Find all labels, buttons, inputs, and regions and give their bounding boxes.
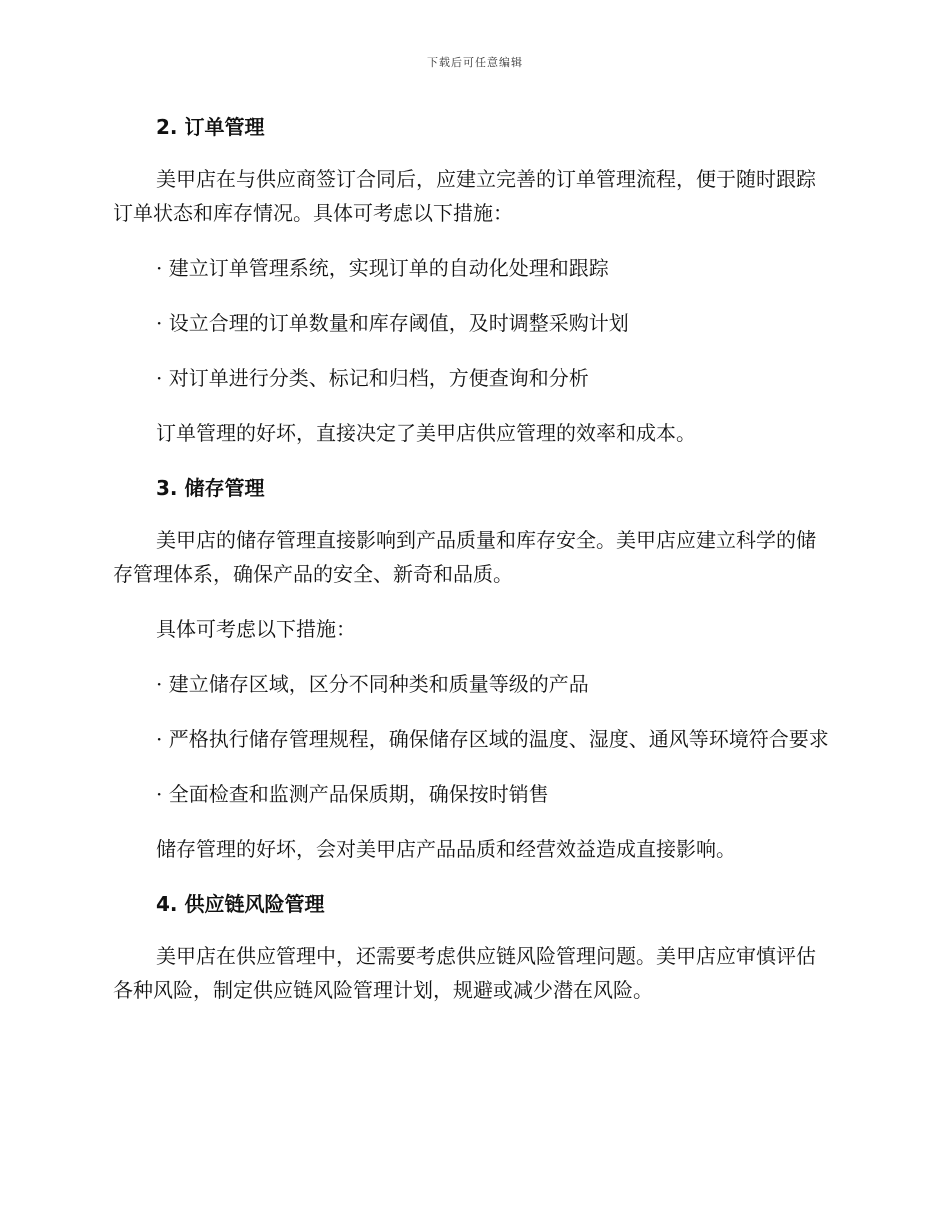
paragraph: 美甲店在与供应商签订合同后，应建立完善的订单管理流程，便于随时跟踪订单状态和库存情况。具体可考虑以下措施：	[113, 167, 816, 225]
paragraph: 订单管理的好坏，直接决定了美甲店供应管理的效率和成本。	[156, 421, 696, 445]
document-body	[113, 110, 833, 1007]
section-heading-supply-chain-risk: 4. 供应链风险管理	[156, 892, 325, 916]
bullet-item: · 设立合理的订单数量和库存阈值，及时调整采购计划	[156, 311, 629, 335]
bullet-item: · 全面检查和监测产品保质期，确保按时销售	[156, 782, 549, 806]
paragraph: 美甲店在供应管理中，还需要考虑供应链风险管理问题。美甲店应审慎评估各种风险，制定供应链风险管理计划，规避或减少潜在风险。	[113, 944, 816, 1002]
header-note: 下载后可任意编辑	[427, 56, 523, 69]
bullet-item: · 对订单进行分类、标记和归档，方便查询和分析	[156, 366, 589, 390]
bullet-item: · 严格执行储存管理规程，确保储存区域的温度、湿度、通风等环境符合要求	[156, 727, 829, 751]
paragraph: 储存管理的好坏，会对美甲店产品品质和经营效益造成直接影响。	[156, 837, 736, 861]
section-heading-storage-management: 3. 储存管理	[156, 476, 265, 500]
bullet-item: · 建立订单管理系统，实现订单的自动化处理和跟踪	[156, 256, 609, 280]
bullet-item: · 建立储存区域，区分不同种类和质量等级的产品	[156, 672, 589, 696]
paragraph: 美甲店的储存管理直接影响到产品质量和库存安全。美甲店应建立科学的储存管理体系，确保产品的安全、新奇和品质。	[113, 528, 816, 586]
paragraph: 具体可考虑以下措施：	[156, 617, 356, 641]
section-heading-order-management: 2. 订单管理	[156, 115, 265, 139]
